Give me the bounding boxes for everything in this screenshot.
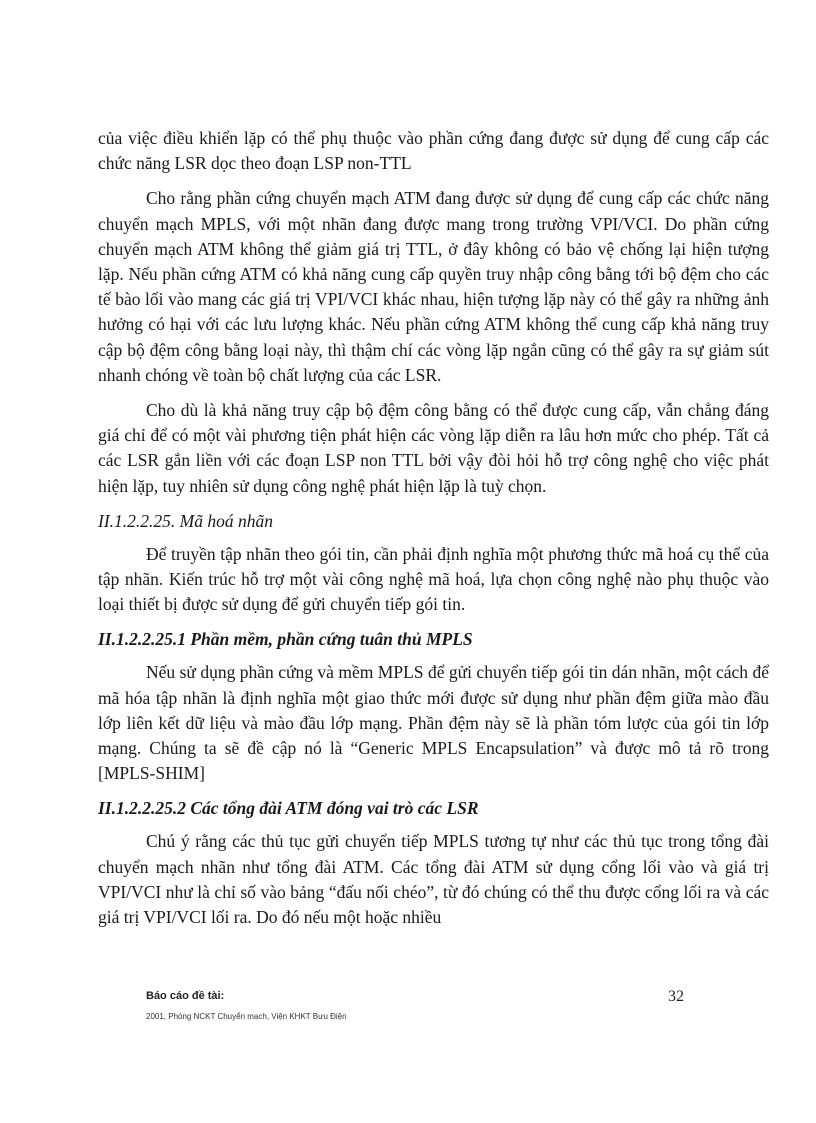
paragraph-atm-switches: Chú ý rằng các thủ tục gửi chuyển tiếp MPLS tương tự như các thủ tục trong tổng đài chuyển mạch nhãn như tổng đài ATM. Các tổng đài ATM sử dụng cổng lối vào và giá trị VPI/VCI như là chỉ số vào bảng “đấu nối chéo”, từ đó chúng có thể thu được cổng lối ra và các giá trị VPI/VCI lối ra. Do đó nếu một hoặc nhiều [98,831,769,928]
subsection-heading-mpls-hardware: II.1.2.2.25.1 Phần mềm, phần cứng tuân thủ MPLS [98,629,473,650]
paragraph-atm-hardware: Cho rằng phần cứng chuyển mạch ATM đang được sử dụng để cung cấp các chức năng chuyển mạch MPLS, với một nhãn đang được mang trong trường VPI/VCI. Do phần cứng chuyển mạch ATM không thể giảm giá trị TTL, ở đây không có bảo vệ chống lại hiện tượng lặp. Nếu phần cứng ATM có khả năng cung cấp quyền truy nhập công bằng tới bộ đệm cho các tế bào lối vào mang các giá trị VPI/VCI khác nhau, hiện tượng lặp này có thể gây ra những ảnh hưởng có hại với các lưu lượng khác. Nếu phần cứng ATM không thể cung cấp khả năng truy cập bộ đệm công bằng loại này, thì thậm chí các vòng lặp ngắn cũng có thể gây ra sự giảm sút nhanh chóng về toàn bộ chất lượng của các LSR. [98,188,769,385]
subsection-heading-atm-lsr: II.1.2.2.25.2 Các tổng đài ATM đóng vai trò các LSR [98,798,479,819]
footer-report-label: Báo cáo đề tài: [146,990,225,1002]
paragraph-continuation: của việc điều khiển lặp có thể phụ thuộc vào phần cứng đang được sử dụng để cung cấp các chức năng LSR dọc theo đoạn LSP non-TTL [98,128,769,174]
document-body [98,126,769,940]
page-number: 32 [668,988,684,1005]
paragraph-loop-detection: Cho dù là khả năng truy cập bộ đệm công bằng có thể được cung cấp, vẫn chẳng đáng giá chỉ để có một vài phương tiện phát hiện các vòng lặp diễn ra lâu hơn mức cho phép. Tất cả các LSR gắn liền với các đoạn LSP non TTL bởi vậy đòi hỏi hỗ trợ công nghệ cho việc phát hiện lặp, tuy nhiên sử dụng công nghệ phát hiện lặp là tuỳ chọn. [98,400,769,496]
section-heading-label-encoding: II.1.2.2.25. Mã hoá nhãn [98,510,273,531]
footer-organization: 2001, Phòng NCKT Chuyển mạch, Viện KHKT Bưu Điện [146,1012,347,1021]
paragraph-mpls-encapsulation: Nếu sử dụng phần cứng và mềm MPLS để gửi chuyển tiếp gói tin dán nhãn, một cách để mã hóa tập nhãn là định nghĩa một giao thức mới được sử dụng như phần đệm giữa mào đầu lớp liên kết dữ liệu và mào đầu lớp mạng. Phần đệm này sẽ là phần tóm lược của gói tin lớp mạng. Chúng ta sẽ đề cập nó là “Generic MPLS Encapsulation” và được mô tả rõ trong [MPLS-SHIM] [98,662,769,784]
paragraph-label-encoding: Để truyền tập nhãn theo gói tin, cần phải định nghĩa một phương thức mã hoá cụ thể của tập nhãn. Kiến trúc hỗ trợ một vài công nghệ mã hoá, lựa chọn công nghệ nào phụ thuộc vào loại thiết bị được sử dụng để gửi chuyển tiếp gói tin. [98,543,769,615]
